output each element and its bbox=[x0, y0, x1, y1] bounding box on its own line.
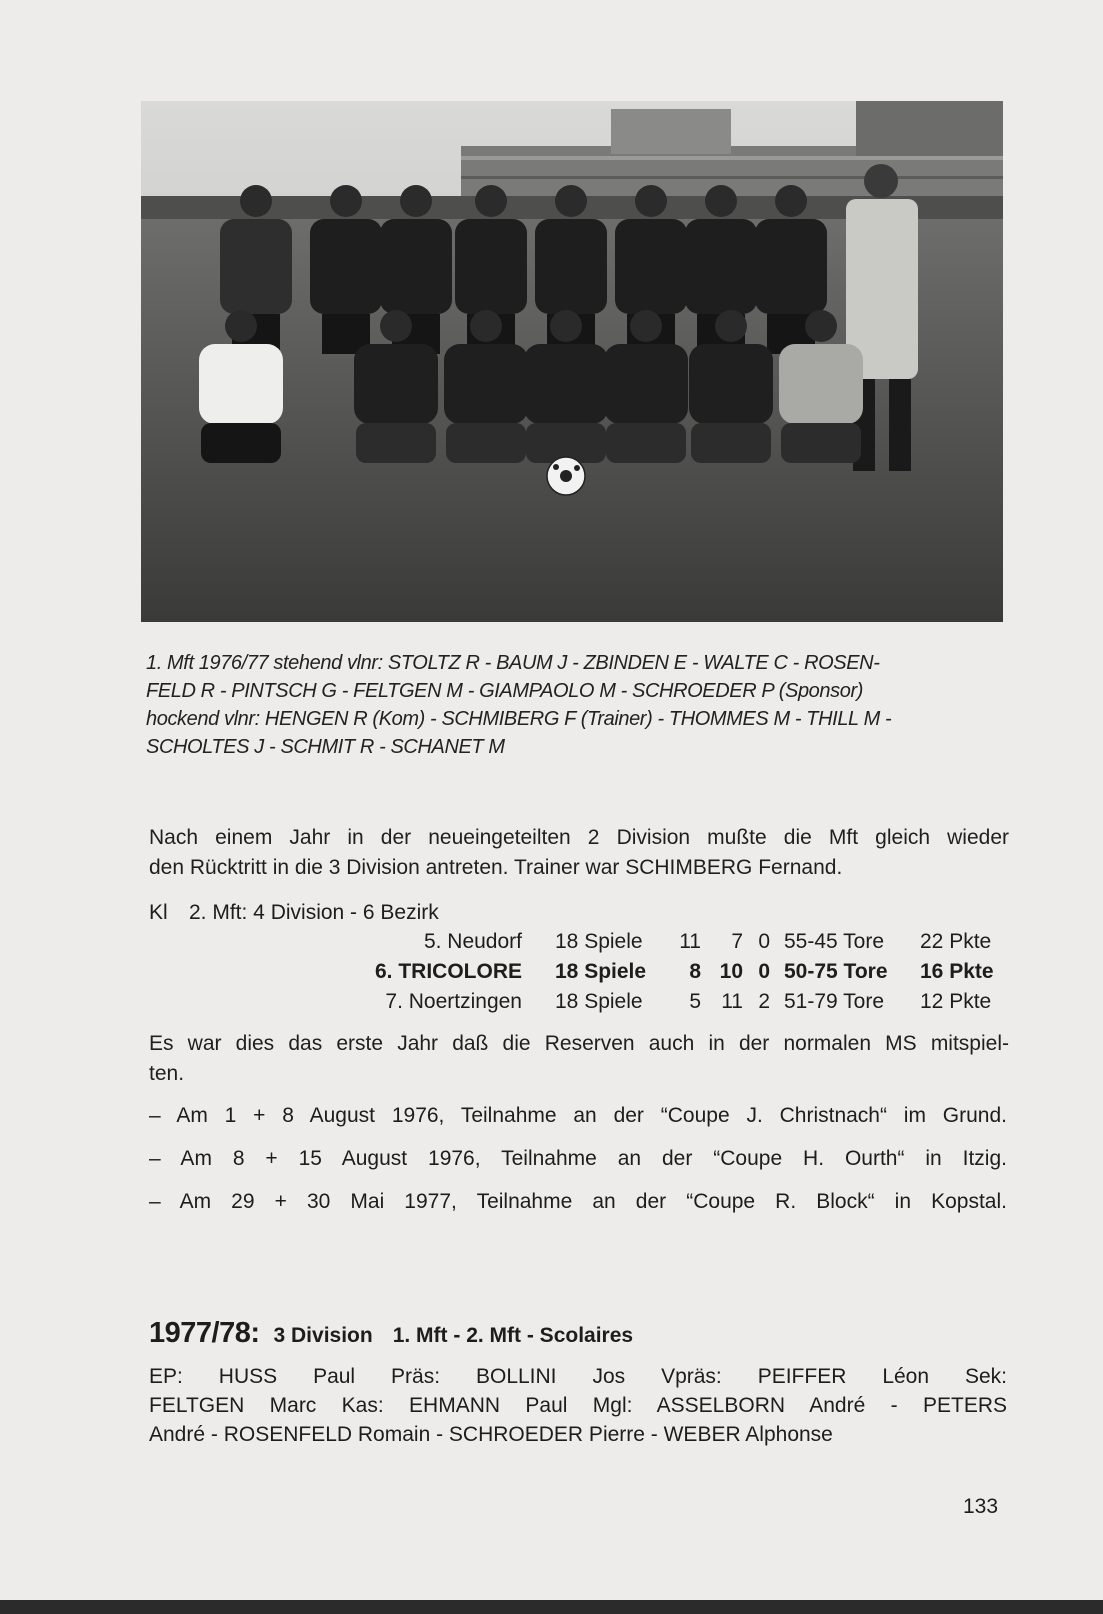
season-teams: 1. Mft - 2. Mft - Scolaires bbox=[392, 1324, 634, 1347]
caption-line: 1. Mft 1976/77 stehend vlnr: STOLTZ R - BAUM J - ZBINDEN E - WALTE C - ROSEN- bbox=[146, 652, 880, 674]
reserves-paragraph bbox=[149, 1029, 1009, 1089]
table-row-highlighted bbox=[0, 957, 1103, 987]
caption-line: FELD R - PINTSCH G - FELTGEN M - GIAMPAOLO M - SCHROEDER P (Sponsor) bbox=[146, 680, 863, 702]
intro-paragraph bbox=[149, 823, 1009, 883]
tournament-item: – Am 8 + 15 August 1976, Teilnahme an der “Coupe H. Ourth“ in Itzig. bbox=[149, 1147, 1007, 1170]
games-played: 18 Spiele bbox=[555, 990, 643, 1013]
games-played: 18 Spiele bbox=[555, 960, 647, 983]
goals: 51-79 Tore bbox=[784, 990, 885, 1013]
draws: 11 bbox=[721, 990, 743, 1013]
reserves-line: Es war dies das erste Jahr daß die Reserven auch in der normalen MS mitspiel- bbox=[149, 1032, 1009, 1055]
draws: 7 bbox=[731, 930, 743, 953]
losses: 2 bbox=[758, 990, 770, 1013]
league-heading bbox=[149, 898, 439, 928]
wins: 8 bbox=[689, 960, 701, 983]
intro-line: den Rücktritt in die 3 Division antreten. Trainer war SCHIMBERG Fernand. bbox=[149, 856, 843, 879]
team-name: 6. TRICOLORE bbox=[374, 960, 522, 983]
season-heading bbox=[149, 1317, 633, 1350]
caption-line: SCHOLTES J - SCHMIT R - SCHANET M bbox=[146, 736, 505, 758]
kl-prefix: Kl bbox=[149, 901, 168, 924]
team-photo bbox=[141, 101, 1003, 622]
goals: 50-75 Tore bbox=[784, 960, 888, 983]
team-name: 7. Noertzingen bbox=[385, 990, 522, 1013]
points: 22 Pkte bbox=[920, 930, 992, 953]
wins: 5 bbox=[689, 990, 701, 1013]
intro-line: Nach einem Jahr in der neueingeteilten 2 Division mußte die Mft gleich wieder bbox=[149, 826, 1009, 849]
committee-line: André - ROSENFELD Romain - SCHROEDER Pierre - WEBER Alphonse bbox=[149, 1423, 833, 1446]
tournament-item: – Am 1 + 8 August 1976, Teilnahme an der “Coupe J. Christnach“ im Grund. bbox=[149, 1104, 1007, 1127]
wins: 11 bbox=[679, 930, 701, 953]
committee-line: EP: HUSS Paul Präs: BOLLINI Jos Vpräs: PEIFFER Léon Sek: bbox=[149, 1365, 1007, 1388]
season-division: 3 Division bbox=[273, 1324, 373, 1347]
committee-line: FELTGEN Marc Kas: EHMANN Paul Mgl: ASSELBORN André - PETERS bbox=[149, 1394, 1007, 1417]
games-played: 18 Spiele bbox=[555, 930, 643, 953]
table-row bbox=[0, 927, 1103, 957]
points: 16 Pkte bbox=[920, 960, 994, 983]
points: 12 Pkte bbox=[920, 990, 992, 1013]
reserves-line: ten. bbox=[149, 1062, 185, 1085]
losses: 0 bbox=[758, 960, 770, 983]
table-row bbox=[0, 987, 1103, 1017]
goals: 55-45 Tore bbox=[784, 930, 885, 953]
season-year: 1977/78: bbox=[149, 1317, 260, 1349]
photo-caption bbox=[146, 649, 1012, 761]
tournament-item: – Am 29 + 30 Mai 1977, Teilnahme an der “Coupe R. Block“ in Kopstal. bbox=[149, 1190, 1007, 1213]
page-number: 133 bbox=[963, 1495, 999, 1518]
team-name: 5. Neudorf bbox=[423, 930, 522, 953]
draws: 10 bbox=[719, 960, 743, 983]
losses: 0 bbox=[758, 930, 770, 953]
page-bottom-edge bbox=[0, 1600, 1103, 1614]
kl-text: 2. Mft: 4 Division - 6 Bezirk bbox=[189, 901, 439, 924]
standings-table bbox=[0, 927, 1103, 1017]
caption-line: hockend vlnr: HENGEN R (Kom) - SCHMIBERG F (Trainer) - THOMMES M - THILL M - bbox=[146, 708, 892, 730]
